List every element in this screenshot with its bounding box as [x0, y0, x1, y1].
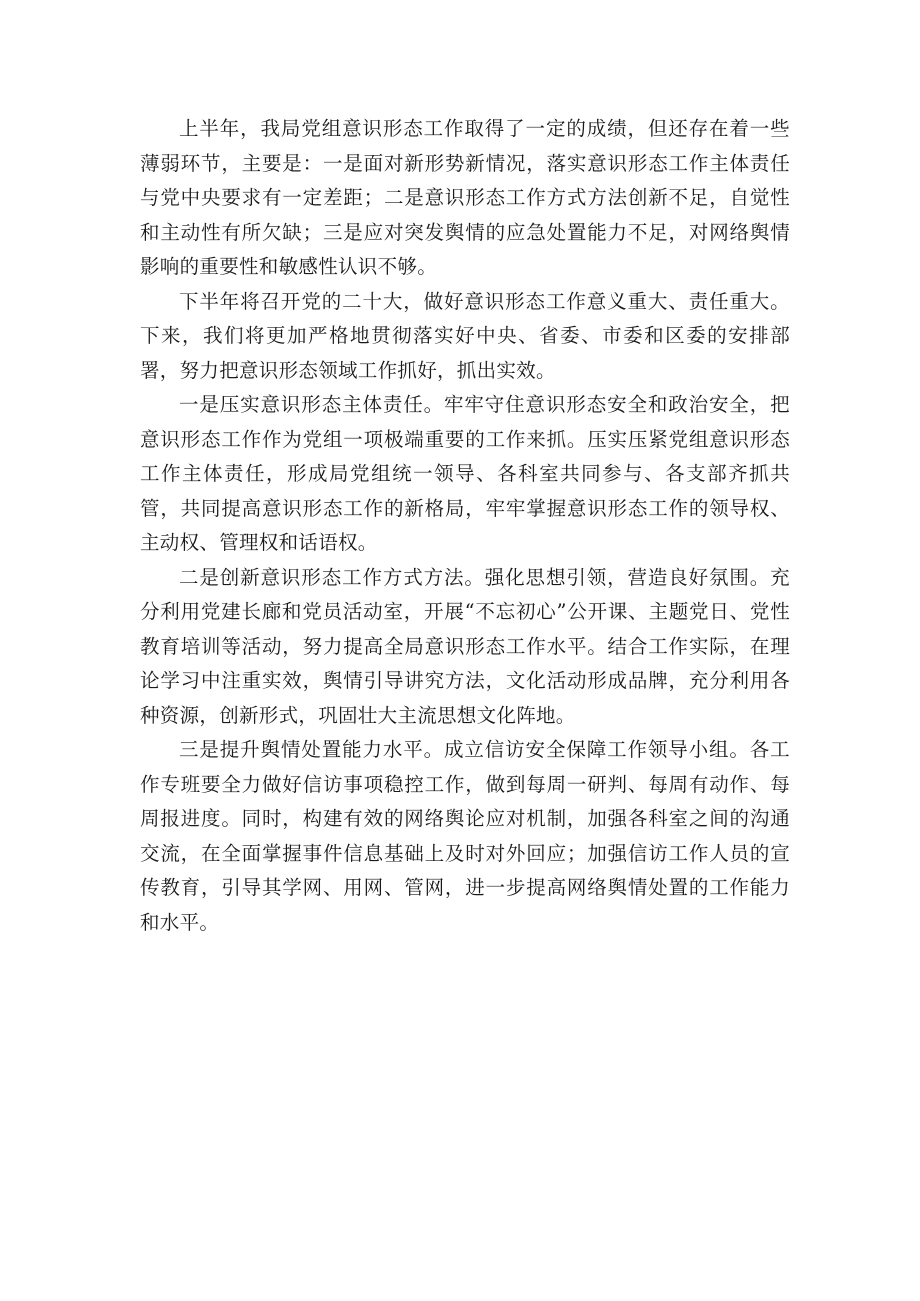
paragraph-responsibility: 一是压实意识形态主体责任。牢牢守住意识形态安全和政治安全，把意识形态工作作为党组一项极端重要的工作来抓。压实压紧党组意识形态工作主体责任，形成局党组统一领导、各科室共同参与、各支部齐抓共管，共同提高意识形态工作的新格局，牢牢掌握意识形态工作的领导权、主动权、管理权和话语权。: [140, 393, 790, 554]
paragraph-public-opinion: 三是提升舆情处置能力水平。成立信访安全保障工作领导小组。各工作专班要全力做好信访事项稳控工作，做到每周一研判、每周有动作、每周报进度。同时，构建有效的网络舆论应对机制，加强各科室之间的沟通交流，在全面掌握事件信息基础上及时对外回应；加强信访工作人员的宣传教育，引导其学网、用网、管网，进一步提高网络舆情处置的工作能力和水平。: [140, 738, 790, 934]
paragraph-second-half-plan: 下半年将召开党的二十大，做好意识形态工作意义重大、责任重大。下来，我们将更加严格地贯彻落实好中央、省委、市委和区委的安排部署，努力把意识形态领域工作抓好，抓出实效。: [140, 289, 790, 382]
document-body: [140, 112, 790, 940]
paragraph-shortcomings: 上半年，我局党组意识形态工作取得了一定的成绩，但还存在着一些薄弱环节，主要是：一是面对新形势新情况，落实意识形态工作主体责任与党中央要求有一定差距；二是意识形态工作方式方法创新不足，自觉性和主动性有所欠缺；三是应对突发舆情的应急处置能力不足，对网络舆情影响的重要性和敏感性认识不够。: [140, 117, 790, 278]
paragraph-innovation: 二是创新意识形态工作方式方法。强化思想引领，营造良好氛围。充分利用党建长廊和党员活动室，开展“不忘初心”公开课、主题党日、党性教育培训等活动，努力提高全局意识形态工作水平。结合工作实际，在理论学习中注重实效，舆情引导讲究方法，文化活动形成品牌，充分利用各种资源，创新形式，巩固壮大主流思想文化阵地。: [140, 565, 790, 727]
